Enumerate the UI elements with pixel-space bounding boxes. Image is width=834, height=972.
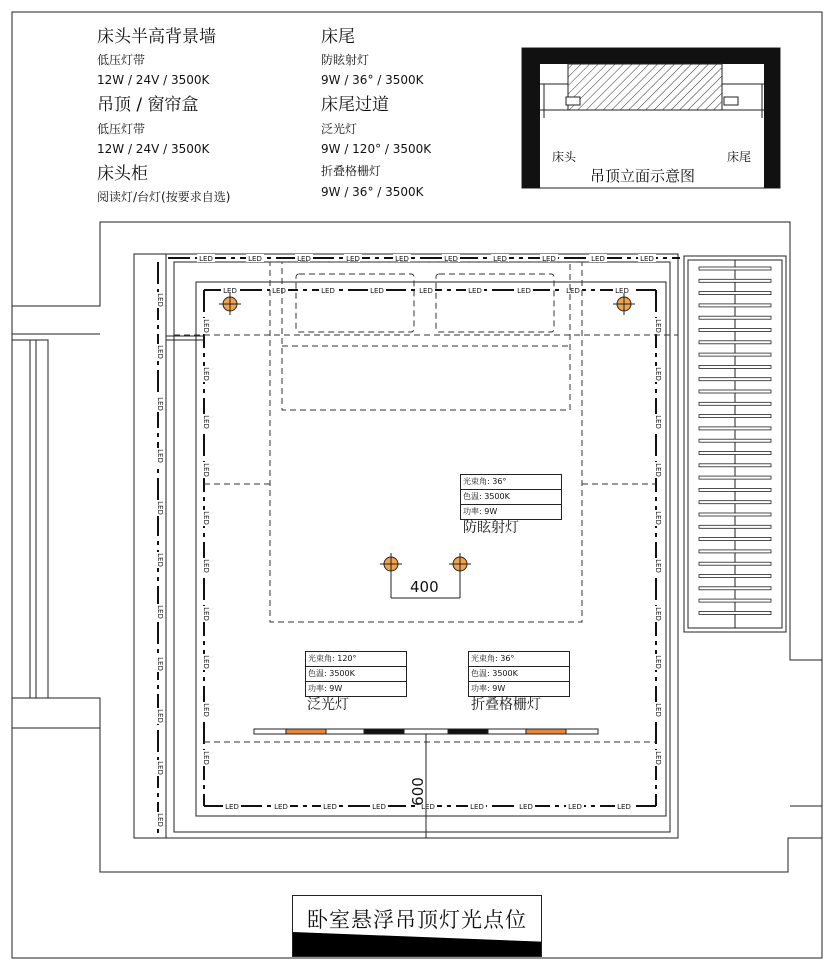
legend-line: 阅读灯/台灯(按要求自选) [97, 190, 231, 204]
hanger [699, 365, 771, 368]
led-label: LED [202, 703, 210, 717]
legend-line: 低压灯带 [97, 53, 146, 67]
led-label: LED [654, 703, 662, 717]
wardrobe [684, 256, 786, 632]
led-label: LED [444, 255, 458, 263]
callout-line: 功率: 9W [471, 684, 506, 693]
led-label: LED [202, 607, 210, 621]
led-label: LED [156, 605, 164, 619]
legend-line: 泛光灯 [321, 122, 358, 136]
legend-line: 12W / 24V / 3500K [97, 73, 210, 87]
led-label: LED [654, 655, 662, 669]
led-label: LED [156, 293, 164, 307]
hanger [699, 316, 771, 319]
downlight-icon [613, 293, 635, 315]
hanger [699, 341, 771, 344]
hanger [699, 550, 771, 553]
legend-title-nightstand: 床头柜 [97, 164, 148, 184]
hanger [699, 304, 771, 307]
callout-line: 功率: 9W [463, 507, 498, 516]
section-right-label: 床尾 [727, 150, 752, 164]
legend-line: 9W / 36° / 3500K [321, 73, 424, 87]
led-label: LED [395, 255, 409, 263]
led-tape-lines [158, 258, 680, 836]
led-label: LED [470, 803, 484, 811]
led-label: LED [202, 415, 210, 429]
led-label: LED [202, 559, 210, 573]
led-label: LED [419, 287, 433, 295]
callout-line: 色温: 3500K [461, 490, 561, 505]
hanger [699, 501, 771, 504]
led-label: LED [654, 511, 662, 525]
title-underline-bar [293, 932, 541, 956]
led-label: LED [225, 803, 239, 811]
led-label: LED [493, 255, 507, 263]
legend-line: 9W / 120° / 3500K [321, 142, 432, 156]
led-label: LED [468, 287, 482, 295]
grille-light-label: 折叠格栅灯 [471, 697, 541, 713]
led-label: LED [223, 287, 237, 295]
led-label: LED [156, 813, 164, 827]
led-label: LED [156, 345, 164, 359]
downlight-icon [449, 553, 471, 575]
led-label: LED [202, 319, 210, 333]
led-label: LED [156, 709, 164, 723]
downlight-icon [380, 553, 402, 575]
led-label: LED [202, 367, 210, 381]
legend-line: 折叠格栅灯 [321, 164, 382, 178]
led-label: LED [654, 607, 662, 621]
hanger [699, 599, 771, 602]
led-label: LED [321, 287, 335, 295]
led-label: LED [199, 255, 213, 263]
led-label: LED [156, 397, 164, 411]
hanger [699, 292, 771, 295]
dimension-400-text: 400 [410, 578, 439, 596]
led-label: LED [156, 553, 164, 567]
led-label: LED [421, 803, 435, 811]
hanger [699, 452, 771, 455]
legend-title-bed-end: 床尾 [321, 27, 355, 47]
legend-title-ceiling: 吊顶 / 窗帘盒 [97, 95, 199, 115]
hanger [699, 329, 771, 332]
hanger [699, 562, 771, 565]
hanger [699, 513, 771, 516]
legend-line: 12W / 24V / 3500K [97, 142, 210, 156]
led-label: LED [591, 255, 605, 263]
hanger [699, 353, 771, 356]
callout-line: 光束角: 36° [469, 652, 569, 667]
led-label: LED [640, 255, 654, 263]
led-label: LED [202, 511, 210, 525]
led-label: LED [202, 751, 210, 765]
legend-line: 防眩射灯 [321, 53, 370, 67]
led-label: LED [156, 657, 164, 671]
hanger [699, 279, 771, 282]
drawing-title-block [292, 895, 542, 957]
led-label: LED [346, 255, 360, 263]
callout-line: 色温: 3500K [306, 667, 406, 682]
led-label: LED [654, 751, 662, 765]
section-title: 吊顶立面示意图 [590, 167, 696, 185]
hanger [699, 587, 771, 590]
spotlight-callout [460, 474, 562, 520]
led-label: LED [654, 367, 662, 381]
legend-title-headboard: 床头半高背景墙 [97, 27, 216, 47]
grille-light-callout [468, 651, 570, 697]
led-label: LED [519, 803, 533, 811]
drawing-title: 卧室悬浮吊顶灯光点位 [307, 908, 527, 932]
led-label: LED [566, 287, 580, 295]
led-label: LED [654, 463, 662, 477]
callout-line: 光束角: 120° [306, 652, 406, 667]
led-label: LED [542, 255, 556, 263]
floodlight-callout [305, 651, 407, 697]
hanger [699, 415, 771, 418]
legend-line: 低压灯带 [97, 122, 146, 136]
floodlight-label: 泛光灯 [307, 697, 349, 713]
hanger [699, 476, 771, 479]
hanger [699, 390, 771, 393]
hanger [699, 439, 771, 442]
callout-line: 光束角: 36° [461, 475, 561, 490]
led-label: LED [248, 255, 262, 263]
led-label: LED [654, 415, 662, 429]
headboard-lines [166, 336, 204, 340]
led-label: LED [323, 803, 337, 811]
window [12, 340, 48, 698]
led-label: LED [156, 449, 164, 463]
led-label: LED [654, 559, 662, 573]
led-label: LED [297, 255, 311, 263]
callout-line: 色温: 3500K [469, 667, 569, 682]
hanger [699, 575, 771, 578]
hanger [699, 267, 771, 270]
hanger [699, 464, 771, 467]
led-label: LED [517, 287, 531, 295]
hanger [699, 538, 771, 541]
spotlight-label: 防眩射灯 [463, 520, 519, 536]
led-label: LED [615, 287, 629, 295]
led-label: LED [156, 501, 164, 515]
led-label: LED [202, 463, 210, 477]
dimension-600-text: 600 [408, 777, 427, 806]
led-label: LED [654, 319, 662, 333]
hanger [699, 488, 771, 491]
hanger [699, 378, 771, 381]
ceiling-outline [134, 254, 678, 838]
hanger [699, 611, 771, 614]
hanger [699, 427, 771, 430]
callout-line: 功率: 9W [308, 684, 343, 693]
bed-outline [174, 262, 678, 742]
section-left-label: 床头 [552, 150, 577, 164]
led-label: LED [272, 287, 286, 295]
led-label: LED [568, 803, 582, 811]
led-label: LED [156, 761, 164, 775]
downlight-icon [219, 293, 241, 315]
hanger [699, 525, 771, 528]
led-label: LED [370, 287, 384, 295]
led-label: LED [202, 655, 210, 669]
led-label: LED [617, 803, 631, 811]
hanger [699, 402, 771, 405]
led-label: LED [274, 803, 288, 811]
legend-title-aisle: 床尾过道 [321, 95, 389, 115]
legend-line: 9W / 36° / 3500K [321, 185, 424, 199]
led-label: LED [372, 803, 386, 811]
